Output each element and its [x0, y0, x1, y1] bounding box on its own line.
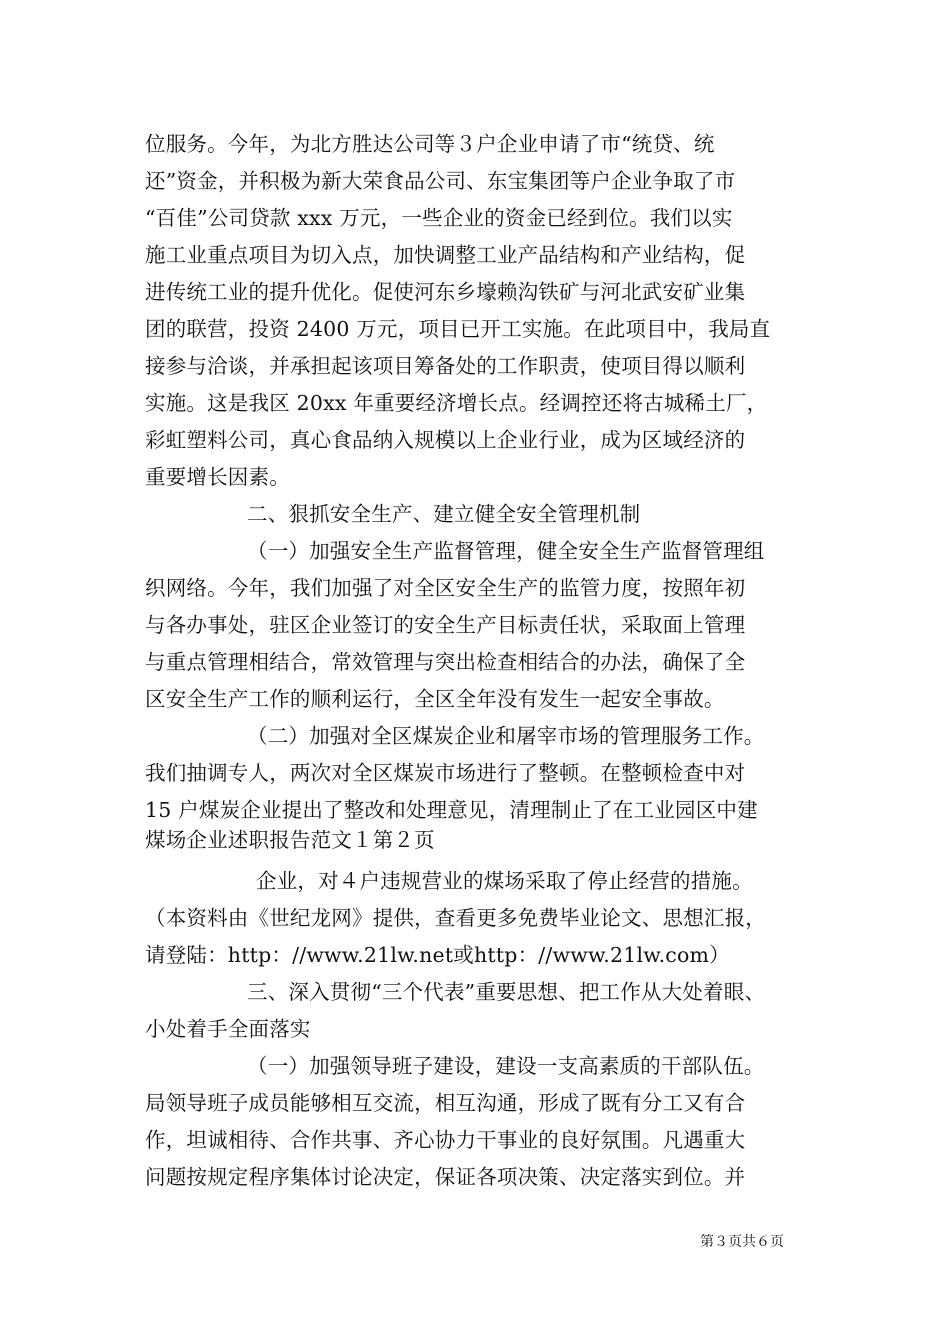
text-line: 进传统工业的提升优化。促使河东乡壕赖沟铁矿与河北武安矿业集: [145, 280, 746, 304]
subsection-heading: （二）加强对全区煤炭企业和屠宰市场的管理服务工作。: [247, 724, 765, 748]
text-line: 问题按规定程序集体讨论决定，保证各项决策、决定落实到位。并: [145, 1165, 746, 1189]
text-line: 与各办事处，驻区企业签订的安全生产目标责任状，采取面上管理: [145, 613, 746, 637]
page-number-footer: 第３页共６页: [700, 1234, 784, 1250]
text-line: 小处着手全面落实: [145, 1017, 311, 1041]
text-line: 局领导班子成员能够相互交流，相互沟通，形成了既有分工又有合: [145, 1091, 746, 1115]
text-line: “百佳”公司贷款 xxx 万元，一些企业的资金已经到位。我们以实: [145, 206, 733, 230]
text-line: 实施。这是我区 20xx 年重要经济增长点。经调控还将古城稀土厂，: [145, 391, 768, 415]
text-line: 15 户煤炭企业提出了整改和处理意见，清理制止了在工业园区中建: [145, 798, 758, 822]
text-line: 还”资金，并积极为新大荣食品公司、东宝集团等户企业争取了市: [145, 169, 736, 193]
text-line: 施工业重点项目为切入点，加快调整工业产品结构和产业结构，促: [145, 243, 746, 267]
text-line: 企业，对４户违规营业的煤场采取了停止经营的措施。: [256, 869, 753, 893]
text-line: （本资料由《世纪龙网》提供，查看更多免费毕业论文、思想汇报，: [145, 906, 766, 930]
text-line: 我们抽调专人，两次对全区煤炭市场进行了整顿。在整顿检查中对: [145, 761, 746, 785]
text-line: 重要增长因素。: [145, 465, 290, 489]
text-line: 区安全生产工作的顺利运行，全区全年没有发生一起安全事故。: [145, 687, 725, 711]
section-heading: 三、深入贯彻“三个代表”重要思想、把工作从大处着眼、: [247, 980, 766, 1004]
page-marker-text: 煤场企业述职报告范文１第２页: [145, 828, 435, 852]
text-line: 位服务。今年，为北方胜达公司等３户企业申请了市“统贷、统: [145, 132, 715, 156]
text-line: 作，坦诚相待、合作共事、齐心协力干事业的良好氛围。凡遇重大: [145, 1128, 746, 1152]
section-heading: 二、狠抓安全生产、建立健全安全管理机制: [247, 502, 641, 526]
subsection-heading: （一）加强领导班子建设，建设一支高素质的干部队伍。: [247, 1054, 765, 1078]
text-line: 接参与洽谈，并承担起该项目筹备处的工作职责，使项目得以顺利: [145, 354, 746, 378]
text-line: 织网络。今年，我们加强了对全区安全生产的监管力度，按照年初: [145, 576, 746, 600]
text-line: 彩虹塑料公司，真心食品纳入规模以上企业行业，成为区域经济的: [145, 428, 746, 452]
text-line: 团的联营，投资 2400 万元，项目已开工实施。在此项目中，我局直: [145, 317, 771, 341]
text-line: 与重点管理相结合，常效管理与突出检查相结合的办法，确保了全: [145, 650, 746, 674]
subsection-heading: （一）加强安全生产监督管理，健全安全生产监督管理组: [247, 539, 765, 563]
text-line: 请登陆：http：//www.21lw.net或http：//www.21lw.com）: [145, 943, 730, 967]
